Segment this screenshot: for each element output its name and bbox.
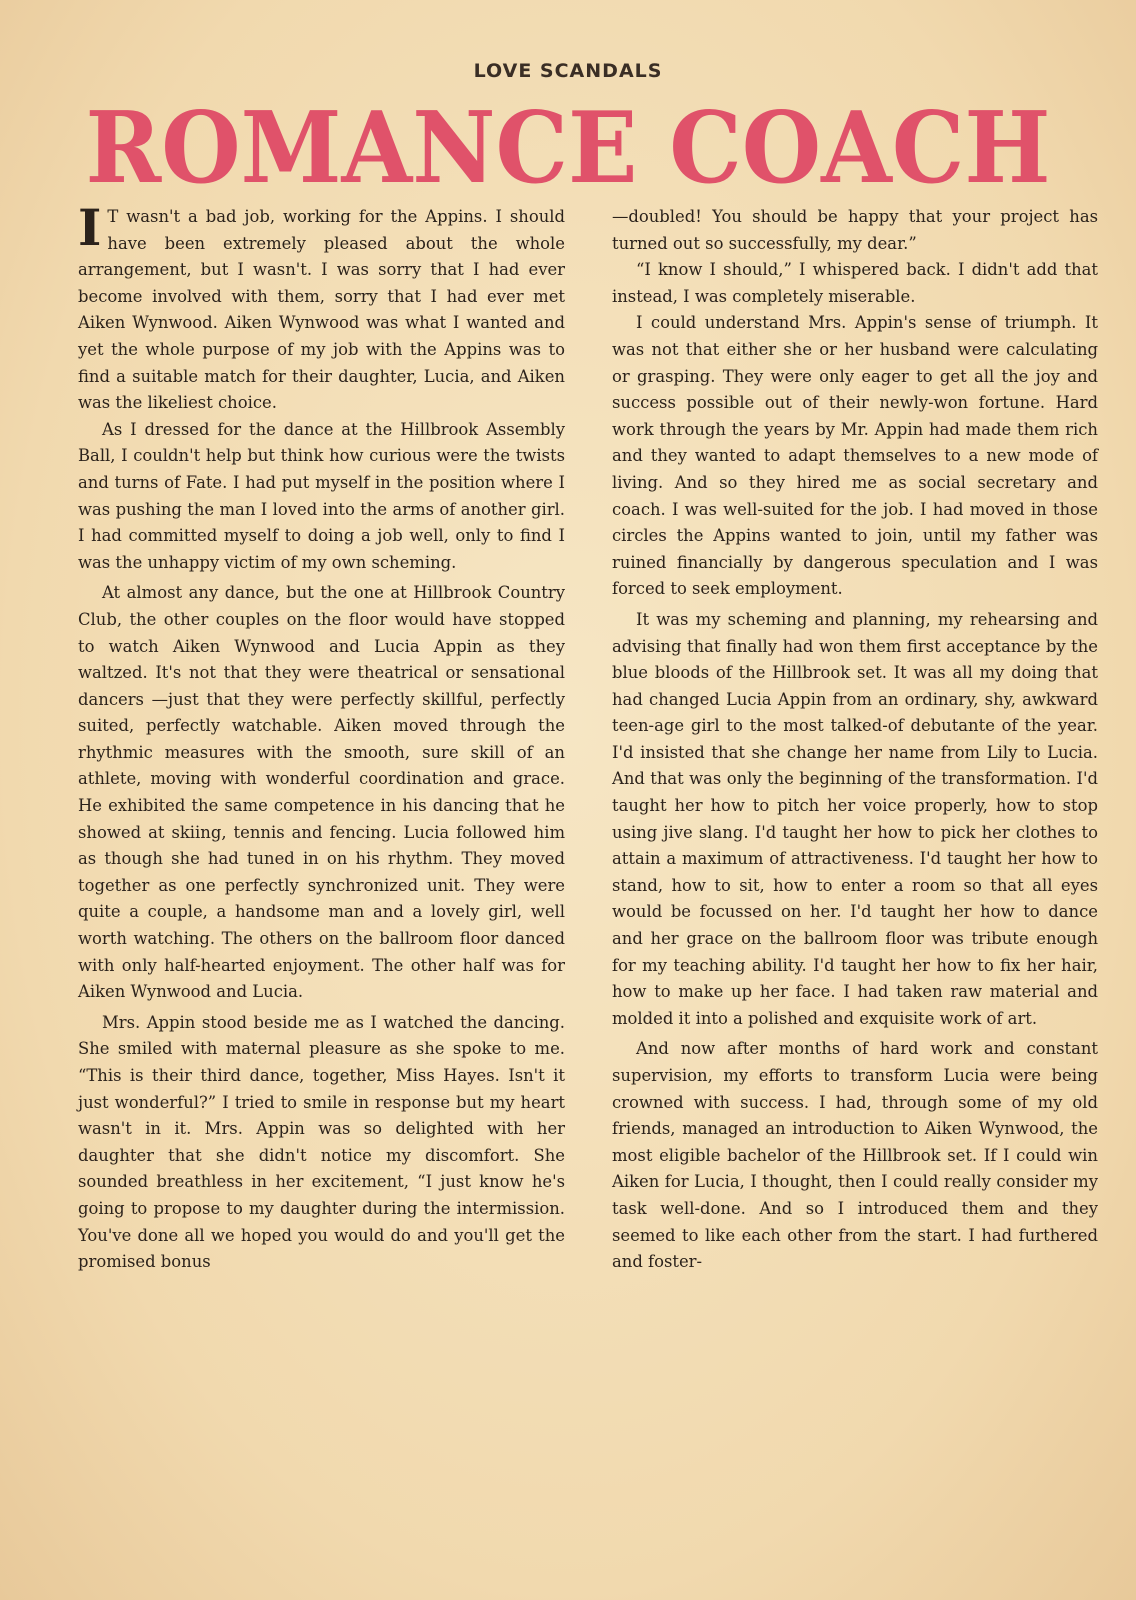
right-column — [612, 204, 1098, 1276]
story-title: ROMANCE COACH — [85, 91, 1051, 206]
paragraph: It was my scheming and planning, my rehearsing and advising that finally had won them first acceptance by the blue bloods of the Hillbrook set. It was all my doing that had changed Lucia Appin from an ordinary, shy, awkward teen-age girl to the most talked-of debutante of the year. I'd insisted that she change her name from Lily to Lucia. And that was only the beginning of the transformation. I'd taught her how to pitch her voice properly, how to stop using jive slang. I'd taught her how to pick her clothes to attain a maximum of attractiveness. I'd taught her how to stand, how to sit, how to enter a room so that all eyes would be focussed on her. I'd taught her how to dance and her grace on the ballroom floor was tribute enough for my teaching ability. I'd taught her how to fix her hair, how to make up her face. I had taken raw material and molded it into a polished and exquisite work of art. — [612, 609, 1098, 1028]
paragraph-text: T wasn't a bad job, working for the Appins. I should have been extremely pleased about the whole arrangement, but I wasn't. I was sorry that I had ever become involved with them, sorry that I had ever met Aiken Wynwood. Aiken Wynwood was what I wanted and yet the whole purpose of my job with the Appins was to find a suitable match for their daughter, Lucia, and Aiken was the likeliest choice. — [78, 207, 565, 413]
paragraph: As I dressed for the dance at the Hillbrook Assembly Ball, I couldn't help but think how curious were the twists and turns of Fate. I had put myself in the position where I was pushing the man I loved into the arms of another girl. I had committed myself to doing a job well, only to find I was the unhappy victim of my own scheming. — [78, 419, 565, 572]
left-column — [78, 198, 565, 1276]
paragraph: At almost any dance, but the one at Hillbrook Country Club, the other couples on the floor would have stopped to watch Aiken Wynwood and Lucia Appin as they waltzed. It's not that they were theatrical or sensational dancers —just that they were perfectly skillful, perfectly suited, perfectly watchable. Aiken moved through the rhythmic measures with the smooth, sure skill of an athlete, moving with wonderful coordination and grace. He exhibited the same competence in his dancing that he showed at skiing, tennis and fencing. Lucia followed him as though she had tuned in on his rhythm. They moved together as one perfectly synchronized unit. They were quite a couple, a handsome man and a lovely girl, well worth watching. The others on the ballroom floor danced with only half-hearted enjoyment. The other half was for Aiken Wynwood and Lucia. — [78, 583, 565, 1002]
paragraph: “I know I should,” I whispered back. I didn't add that instead, I was completely miserable. — [612, 260, 1098, 306]
paragraph — [78, 198, 565, 417]
paragraph: —doubled! You should be happy that your project has turned out so successfully, my dear.” — [612, 207, 1098, 253]
paragraph: I could understand Mrs. Appin's sense of triumph. It was not that either she or her husband were calculating or grasping. They were only eager to get all the joy and success possible out of their newly-won fortune. Hard work through the years by Mr. Appin had made them rich and they wanted to adapt themselves to a new mode of living. And so they hired me as social secretary and coach. I was well-suited for the job. I had moved in those circles the Appins wanted to join, until my father was ruined financially by dangerous speculation and I was forced to seek employment. — [612, 313, 1098, 599]
magazine-header: LOVE SCANDALS — [473, 60, 663, 82]
paragraph: And now after months of hard work and constant supervision, my efforts to transform Lucia were being crowned with success. I had, through some of my old friends, managed an introduction to Aiken Wynwood, the most eligible bachelor of the Hillbrook set. If I could win Aiken for Lucia, I thought, then I could really consider my task well-done. And so I introduced them and they seemed to like each other from the start. I had furthered and foster- — [612, 1039, 1098, 1272]
paragraph: Mrs. Appin stood beside me as I watched the dancing. She smiled with maternal pleasure as she spoke to me. “This is their third dance, together, Miss Hayes. Isn't it just wonderful?” I tried to smile in response but my heart wasn't in it. Mrs. Appin was so delighted with her daughter that she didn't notice my discomfort. She sounded breathless in her excitement, “I just know he's going to propose to my daughter during the intermission. You've done all we hoped you would do and you'll get the promised bonus — [78, 1012, 565, 1272]
drop-cap: I — [78, 198, 102, 257]
